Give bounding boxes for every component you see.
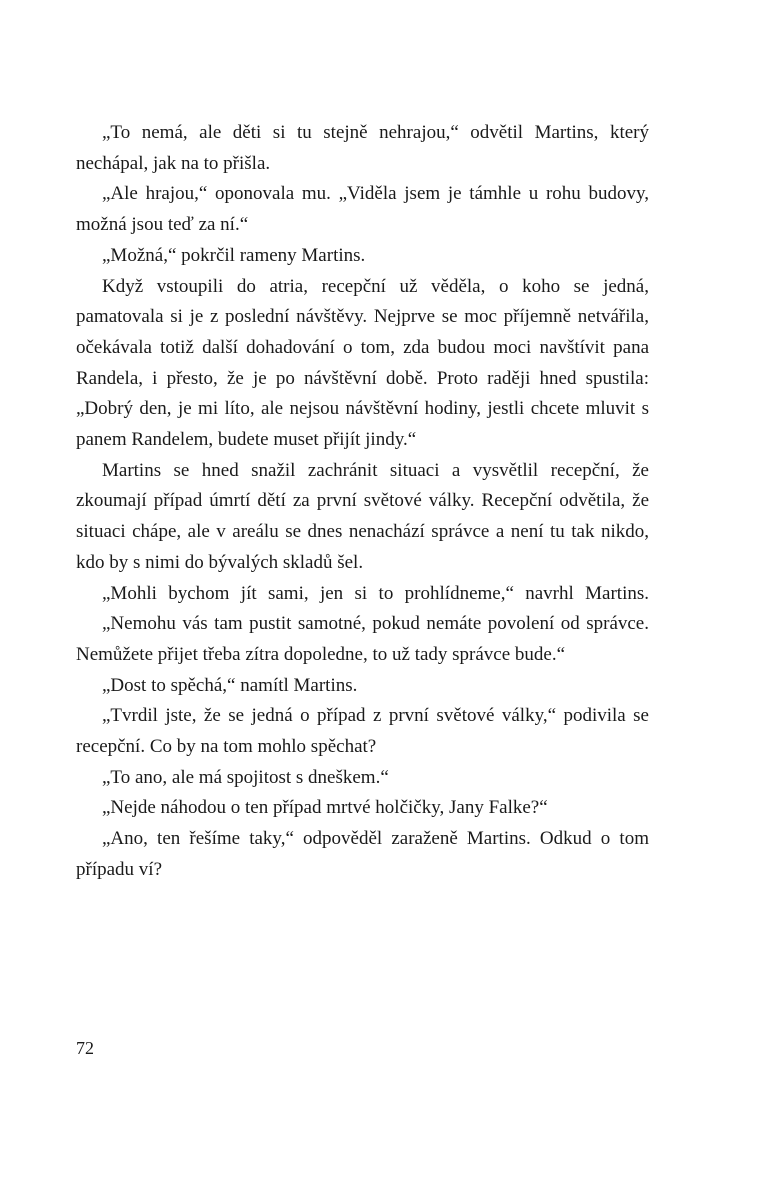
paragraph: „To nemá, ale děti si tu stejně nehrajou,“ odvětil Martins, který nechápal, jak na to přišla. — [76, 122, 649, 174]
paragraph: Martins se hned snažil zachránit situaci a vysvětlil recepční, že zkoumají případ úmrtí dětí za první světové války. Recepční odvětila, že situaci chápe, ale v areálu se dnes nenachází správce a není tu tak nikdo, kdo by s nimi do bývalých skladů šel. — [76, 459, 649, 573]
paragraph: „Nemohu vás tam pustit samotné, pokud nemáte povolení od správce. Nemůžete přijet třeba zítra dopoledne, to už tady správce bude.“ — [76, 613, 649, 665]
paragraph: Když vstoupili do atria, recepční už věděla, o koho se jedná, pamatovala si je z poslední návštěvy. Nejprve se moc příjemně netvářila, očekávala totiž další dohadování o tom, zda budou moci navštívit pana Randela, i přesto, že je po návštěvní době. Proto raději hned spustila: „Dobrý den, je mi líto, ale nejsou návštěvní hodiny, jestli chcete mluvit s panem Randelem, budete muset přijít jindy.“ — [76, 275, 649, 451]
paragraph: „To ano, ale má spojitost s dneškem.“ — [102, 766, 389, 788]
paragraph: „Nejde náhodou o ten případ mrtvé holčičky, Jany Falke?“ — [102, 797, 548, 819]
paragraph: „Dost to spěchá,“ namítl Martins. — [102, 674, 358, 696]
paragraph: „Ale hrajou,“ oponovala mu. „Viděla jsem je támhle u rohu budovy, možná jsou teď za ní.“ — [76, 183, 649, 236]
paragraph: „Mohli bychom jít sami, jen si to prohlídneme,“ navrhl Martins. — [102, 582, 649, 604]
paragraph: „Ano, ten řešíme taky,“ odpověděl zaraženě Martins. Odkud o tom případu ví? — [76, 828, 649, 880]
page-number: 72 — [76, 1038, 94, 1058]
page-body — [76, 118, 649, 886]
paragraph: „Tvrdil jste, že se jedná o případ z první světové války,“ podivila se recepční. Co by na tom mohlo spěchat? — [76, 705, 649, 758]
paragraph: „Možná,“ pokrčil rameny Martins. — [102, 244, 366, 266]
